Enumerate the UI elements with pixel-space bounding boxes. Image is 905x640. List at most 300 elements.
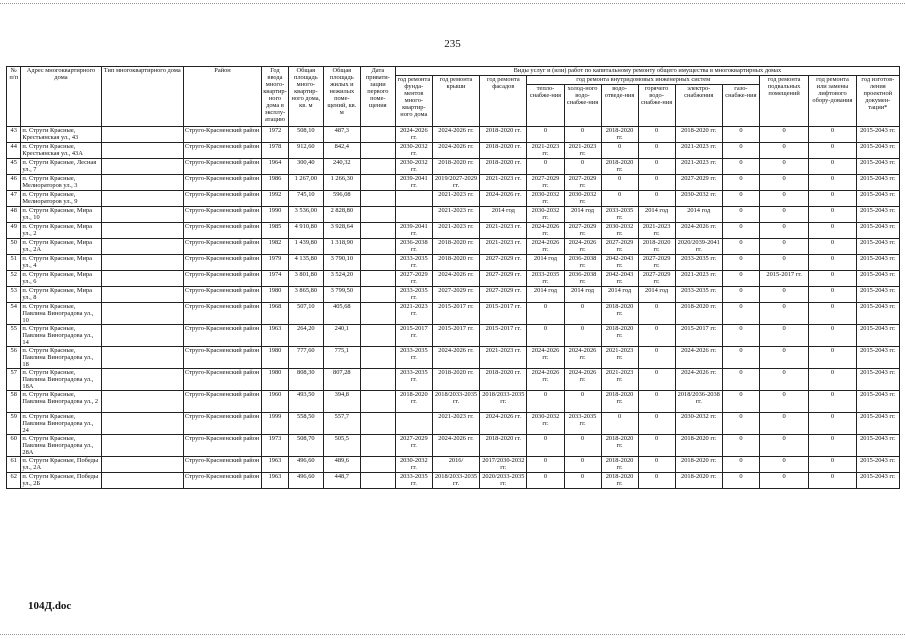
cell-total: 3 865,80 [288, 287, 323, 303]
cell-priv [360, 457, 395, 473]
cell-facade: 2024-2026 гг. [480, 413, 527, 435]
cell-lift: 0 [809, 175, 856, 191]
cell-gas: 0 [722, 207, 759, 223]
cell-n: 50 [7, 239, 21, 255]
footer-doc-name: 104Д.doc [28, 600, 72, 612]
cell-type [101, 271, 183, 287]
cell-priv [360, 127, 395, 143]
cell-addr: п. Струги Красные, Мира ул., 4 [21, 255, 101, 271]
cell-district: Струго-Красненский район [183, 473, 261, 489]
cell-proj: 2015-2043 гг. [856, 473, 899, 489]
cell-heat: 2030-2032 гг. [527, 207, 564, 223]
header-electric: электро-снабжения [675, 85, 722, 127]
cell-found: 2015-2017 гг. [395, 325, 432, 347]
cell-facade: 2027-2029 гг. [480, 271, 527, 287]
cell-gas: 0 [722, 435, 759, 457]
cell-drain: 2014 год [601, 287, 638, 303]
header-num: № п/п [7, 67, 21, 127]
cell-lift: 0 [809, 457, 856, 473]
cell-priv [360, 207, 395, 223]
cell-heat: 2014 год [527, 287, 564, 303]
cell-roof: 2018/2033-2035 гг. [432, 473, 479, 489]
header-district: Район [183, 67, 261, 127]
cell-found: 2030-2032 гг. [395, 457, 432, 473]
cell-gas: 0 [722, 255, 759, 271]
cell-elec: 2024-2026 гг. [675, 347, 722, 369]
header-roof: год ремонта крыши [432, 76, 479, 127]
cell-total: 4 135,80 [288, 255, 323, 271]
cell-heat: 0 [527, 159, 564, 175]
cell-total: 745,10 [288, 191, 323, 207]
cell-addr: п. Струги Красные, Павлина Виноградова ул., 18А [21, 369, 101, 391]
cell-total: 4 910,80 [288, 223, 323, 239]
cell-found: 2021-2023 гг. [395, 303, 432, 325]
cell-base: 0 [759, 473, 808, 489]
cell-found: 2039-2041 гг. [395, 175, 432, 191]
cell-found: 2033-2035 гг. [395, 369, 432, 391]
cell-drain: 2018-2020 гг. [601, 391, 638, 413]
cell-priv [360, 159, 395, 175]
cell-cold: 2027-2029 гг. [564, 223, 601, 239]
cell-priv [360, 473, 395, 489]
cell-addr: п. Струги Красные, Павлина Виноградова ул., 18 [21, 347, 101, 369]
cell-proj: 2015-2043 гг. [856, 271, 899, 287]
cell-gas: 0 [722, 391, 759, 413]
cell-drain: 2018-2020 гг. [601, 303, 638, 325]
cell-type [101, 207, 183, 223]
cell-heat: 0 [527, 127, 564, 143]
header-elevator: год ремонта или замены лифтового обору-дования [809, 76, 856, 127]
table-row [7, 287, 900, 303]
cell-roof: 2018/2033-2035 гг. [432, 391, 479, 413]
cell-cold: 0 [564, 159, 601, 175]
cell-res: 487,3 [323, 127, 360, 143]
cell-year: 1968 [262, 303, 289, 325]
table-row [7, 191, 900, 207]
cell-roof: 2015-2017 гг. [432, 325, 479, 347]
cell-district: Струго-Красненский район [183, 191, 261, 207]
cell-addr: п. Струги Красные, Павлина Виноградова ул., 24 [21, 413, 101, 435]
cell-heat: 2030-2032 гг. [527, 413, 564, 435]
cell-elec: 2018-2020 гг. [675, 127, 722, 143]
cell-heat: 2024-2026 гг. [527, 223, 564, 239]
cell-heat: 2021-2023 гг. [527, 143, 564, 159]
cell-elec: 2018/2036-2038 гг. [675, 391, 722, 413]
cell-res: 2 828,80 [323, 207, 360, 223]
cell-addr: п. Струги Красные, Победы ул., 2А [21, 457, 101, 473]
cell-year: 1990 [262, 207, 289, 223]
cell-lift: 0 [809, 369, 856, 391]
cell-year: 1978 [262, 143, 289, 159]
cell-total: 777,60 [288, 347, 323, 369]
cell-hot: 2027-2029 гг. [638, 255, 675, 271]
cell-cold: 2024-2026 гг. [564, 369, 601, 391]
cell-total: 493,50 [288, 391, 323, 413]
cell-cold: 2036-2038 гг. [564, 255, 601, 271]
cell-res: 240,32 [323, 159, 360, 175]
cell-base: 0 [759, 347, 808, 369]
cell-elec: 2021-2023 гг. [675, 143, 722, 159]
cell-elec: 2024-2026 гг. [675, 369, 722, 391]
table-row [7, 255, 900, 271]
cell-drain: 2018-2020 гг. [601, 159, 638, 175]
cell-roof: 2018-2020 гг. [432, 239, 479, 255]
cell-district: Струго-Красненский район [183, 435, 261, 457]
cell-roof: 2021-2023 гг. [432, 191, 479, 207]
cell-base: 0 [759, 175, 808, 191]
cell-cold: 2014 год [564, 287, 601, 303]
cell-addr: п. Струги Красные, Лесная ул., 7 [21, 159, 101, 175]
cell-n: 47 [7, 191, 21, 207]
table-row [7, 143, 900, 159]
cell-facade: 2027-2029 гг. [480, 255, 527, 271]
cell-district: Струго-Красненский район [183, 303, 261, 325]
cell-res: 489,6 [323, 457, 360, 473]
table-row [7, 473, 900, 489]
cell-addr: п. Струги Красные, Крестьянская ул., 43 [21, 127, 101, 143]
cell-year: 1999 [262, 413, 289, 435]
cell-hot: 2014 год [638, 207, 675, 223]
cell-addr: п. Струги Красные, Павлина Виноградова ул., 28А [21, 435, 101, 457]
cell-priv [360, 239, 395, 255]
cell-proj: 2015-2043 гг. [856, 239, 899, 255]
table-row [7, 435, 900, 457]
cell-found: 2030-2032 гг. [395, 143, 432, 159]
cell-proj: 2015-2043 гг. [856, 127, 899, 143]
cell-hot: 0 [638, 191, 675, 207]
cell-lift: 0 [809, 303, 856, 325]
cell-found: 2033-2035 гг. [395, 255, 432, 271]
table-row [7, 159, 900, 175]
cell-proj: 2015-2043 гг. [856, 303, 899, 325]
cell-roof: 2024-2026 гг. [432, 143, 479, 159]
cell-district: Струго-Красненский район [183, 287, 261, 303]
cell-facade: 2021-2023 гг. [480, 175, 527, 191]
cell-roof: 2024-2026 гг. [432, 347, 479, 369]
cell-heat: 2014 год [527, 255, 564, 271]
cell-year: 1963 [262, 325, 289, 347]
cell-proj: 2015-2043 гг. [856, 207, 899, 223]
cell-addr: п. Струги Красные, Мелиораторов ул., 9 [21, 191, 101, 207]
cell-addr: п. Струги Красные, Крестьянская ул., 43А [21, 143, 101, 159]
cell-priv [360, 287, 395, 303]
cell-base: 0 [759, 369, 808, 391]
cell-res: 3 524,20 [323, 271, 360, 287]
header-cold-water: холод-ного водо-снабже-ния [564, 85, 601, 127]
cell-elec: 2030-2032 гг. [675, 413, 722, 435]
cell-proj: 2015-2043 гг. [856, 287, 899, 303]
cell-n: 53 [7, 287, 21, 303]
cell-base: 0 [759, 159, 808, 175]
cell-hot: 0 [638, 303, 675, 325]
cell-type [101, 175, 183, 191]
cell-addr: п. Струги Красные, Мелиораторов ул., 3 [21, 175, 101, 191]
cell-roof: 2018-2020 гг. [432, 159, 479, 175]
cell-cold: 2033-2035 гг. [564, 413, 601, 435]
cell-found: 2036-2038 гг. [395, 239, 432, 255]
cell-heat: 2033-2035 гг. [527, 271, 564, 287]
header-project-doc: год изготов-ления проектной докумен-тации* [856, 76, 899, 127]
cell-addr: п. Струги Красные, Павлина Виноградова ул., 14 [21, 325, 101, 347]
cell-hot: 2018-2020 гг. [638, 239, 675, 255]
cell-total: 264,20 [288, 325, 323, 347]
cell-n: 45 [7, 159, 21, 175]
cell-drain: 2018-2020 гг. [601, 457, 638, 473]
cell-addr: п. Струги Красные, Мира ул., 2А [21, 239, 101, 255]
cell-proj: 2015-2043 гг. [856, 369, 899, 391]
cell-gas: 0 [722, 271, 759, 287]
table-row [7, 325, 900, 347]
cell-found: 2027-2029 гг. [395, 271, 432, 287]
header-heat: тепло-снабже-ния [527, 85, 564, 127]
cell-n: 51 [7, 255, 21, 271]
cell-roof: 2024-2026 гг. [432, 271, 479, 287]
cell-n: 54 [7, 303, 21, 325]
cell-type [101, 347, 183, 369]
cell-n: 43 [7, 127, 21, 143]
cell-district: Струго-Красненский район [183, 159, 261, 175]
cell-type [101, 191, 183, 207]
cell-drain: 2042-2043 гг. [601, 271, 638, 287]
cell-type [101, 255, 183, 271]
cell-gas: 0 [722, 191, 759, 207]
table-row [7, 175, 900, 191]
cell-cold: 0 [564, 325, 601, 347]
cell-year: 1980 [262, 347, 289, 369]
cell-total: 1 439,80 [288, 239, 323, 255]
cell-proj: 2015-2043 гг. [856, 175, 899, 191]
cell-base: 0 [759, 325, 808, 347]
table-row [7, 127, 900, 143]
cell-total: 300,40 [288, 159, 323, 175]
cell-type [101, 143, 183, 159]
cell-priv [360, 143, 395, 159]
cell-found: 2018-2020 гг. [395, 391, 432, 413]
cell-addr: п. Струги Красные, Мира ул., 8 [21, 287, 101, 303]
table-row [7, 207, 900, 223]
cell-heat: 2030-2032 гг. [527, 191, 564, 207]
cell-year: 1973 [262, 435, 289, 457]
cell-elec: 2015-2017 гг. [675, 325, 722, 347]
cell-roof: 2027-2029 гг. [432, 287, 479, 303]
cell-hot: 0 [638, 391, 675, 413]
cell-district: Струго-Красненский район [183, 223, 261, 239]
cell-base: 0 [759, 255, 808, 271]
cell-total: 496,60 [288, 457, 323, 473]
cell-district: Струго-Красненский район [183, 175, 261, 191]
cell-proj: 2015-2043 гг. [856, 191, 899, 207]
header-services: Виды услуг и (или) работ по капитальному ремонту общего имущества в многоквартирных домах [395, 67, 899, 76]
cell-base: 0 [759, 239, 808, 255]
cell-lift: 0 [809, 435, 856, 457]
header-address: Адрес многоквартирного дома [21, 67, 101, 127]
cell-facade: 2015-2017 гг. [480, 325, 527, 347]
cell-n: 52 [7, 271, 21, 287]
cell-year: 1960 [262, 391, 289, 413]
cell-hot: 0 [638, 347, 675, 369]
cell-elec: 2033-2035 гг. [675, 255, 722, 271]
cell-drain: 2030-2032 гг. [601, 223, 638, 239]
header-systems: год ремонта внутридомовых инженерных систем [527, 76, 759, 85]
cell-addr: п. Струги Красные, Мира ул., 6 [21, 271, 101, 287]
capital-repair-table [6, 66, 900, 489]
cell-base: 0 [759, 143, 808, 159]
cell-total: 508,10 [288, 127, 323, 143]
cell-drain: 2018-2020 гг. [601, 127, 638, 143]
cell-cold: 0 [564, 391, 601, 413]
cell-facade: 2015-2017 гг. [480, 303, 527, 325]
table-row [7, 239, 900, 255]
cell-lift: 0 [809, 413, 856, 435]
cell-elec: 2018-2020 гг. [675, 457, 722, 473]
cell-roof: 2024-2026 гг. [432, 435, 479, 457]
cell-heat: 0 [527, 325, 564, 347]
cell-res: 1 266,30 [323, 175, 360, 191]
cell-priv [360, 175, 395, 191]
header-foundation: год ремонта фунда-ментов много-квартир-ного дома [395, 76, 432, 127]
cell-lift: 0 [809, 271, 856, 287]
header-hot-water: горячего водо-снабже-ния [638, 85, 675, 127]
cell-elec: 2027-2029 гг. [675, 175, 722, 191]
cell-drain: 0 [601, 143, 638, 159]
cell-district: Струго-Красненский район [183, 207, 261, 223]
cell-heat: 2024-2026 гг. [527, 347, 564, 369]
cell-hot: 0 [638, 159, 675, 175]
header-type: Тип многоквартирного дома [101, 67, 183, 127]
cell-addr: п. Струги Красные, Павлина Виноградова ул., 10 [21, 303, 101, 325]
cell-res: 807,28 [323, 369, 360, 391]
cell-priv [360, 347, 395, 369]
cell-year: 1979 [262, 255, 289, 271]
cell-proj: 2015-2043 гг. [856, 457, 899, 473]
table-row [7, 347, 900, 369]
cell-district: Струго-Красненский район [183, 457, 261, 473]
cell-type [101, 127, 183, 143]
cell-priv [360, 369, 395, 391]
cell-found: 2030-2032 гг. [395, 159, 432, 175]
cell-year: 1963 [262, 457, 289, 473]
cell-n: 61 [7, 457, 21, 473]
cell-found [395, 413, 432, 435]
cell-district: Струго-Красненский район [183, 143, 261, 159]
cell-gas: 0 [722, 223, 759, 239]
cell-priv [360, 435, 395, 457]
header-total-area: Общая площадь много-квартир-ного дома, кв. м [288, 67, 323, 127]
cell-cold: 0 [564, 127, 601, 143]
cell-type [101, 435, 183, 457]
cell-drain: 0 [601, 191, 638, 207]
cell-res: 557,7 [323, 413, 360, 435]
cell-type [101, 473, 183, 489]
cell-n: 58 [7, 391, 21, 413]
cell-found [395, 191, 432, 207]
cell-roof: 2021-2023 гг. [432, 223, 479, 239]
table-row [7, 369, 900, 391]
cell-lift: 0 [809, 325, 856, 347]
cell-roof: 2015-2017 гг. [432, 303, 479, 325]
header-res-area: Общая площадь жилых и нежилых поме-щений, кв. м [323, 67, 360, 127]
cell-lift: 0 [809, 143, 856, 159]
cell-drain: 2021-2023 гг. [601, 347, 638, 369]
cell-proj: 2015-2043 гг. [856, 325, 899, 347]
cell-gas: 0 [722, 287, 759, 303]
cell-heat: 0 [527, 457, 564, 473]
cell-base: 0 [759, 207, 808, 223]
cell-drain: 2021-2023 гг. [601, 369, 638, 391]
cell-base: 0 [759, 435, 808, 457]
cell-addr: п. Струги Красные, Победы ул., 2Б [21, 473, 101, 489]
cell-gas: 0 [722, 175, 759, 191]
cell-elec: 2021-2023 гг. [675, 271, 722, 287]
cell-drain: 0 [601, 175, 638, 191]
cell-res: 3 799,50 [323, 287, 360, 303]
cell-district: Струго-Красненский район [183, 271, 261, 287]
cell-elec: 2018-2020 гг. [675, 435, 722, 457]
cell-base: 0 [759, 303, 808, 325]
cell-cold: 0 [564, 303, 601, 325]
cell-proj: 2015-2043 гг. [856, 223, 899, 239]
cell-gas: 0 [722, 369, 759, 391]
cell-drain: 2018-2020 гг. [601, 473, 638, 489]
cell-elec: 2021-2023 гг. [675, 159, 722, 175]
cell-lift: 0 [809, 347, 856, 369]
cell-hot: 2014 год [638, 287, 675, 303]
header-priv-date: Дата привати-зации первого поме-щения [360, 67, 395, 127]
cell-type [101, 223, 183, 239]
cell-year: 1986 [262, 175, 289, 191]
cell-roof: 2021-2023 гг. [432, 413, 479, 435]
cell-facade: 2024-2026 гг. [480, 191, 527, 207]
cell-res: 505,5 [323, 435, 360, 457]
cell-found: 2039-2041 гг. [395, 223, 432, 239]
cell-lift: 0 [809, 191, 856, 207]
cell-base: 0 [759, 127, 808, 143]
cell-district: Струго-Красненский район [183, 413, 261, 435]
cell-proj: 2015-2043 гг. [856, 391, 899, 413]
cell-priv [360, 391, 395, 413]
cell-total: 912,60 [288, 143, 323, 159]
cell-cold: 0 [564, 435, 601, 457]
cell-type [101, 287, 183, 303]
cell-elec: 2014 год [675, 207, 722, 223]
cell-priv [360, 325, 395, 347]
cell-facade: 2027-2029 гг. [480, 287, 527, 303]
cell-type [101, 369, 183, 391]
cell-district: Струго-Красненский район [183, 347, 261, 369]
cell-heat: 0 [527, 303, 564, 325]
cell-hot: 0 [638, 435, 675, 457]
cell-roof: 2016/ [432, 457, 479, 473]
cell-heat: 2024-2026 гг. [527, 239, 564, 255]
cell-drain: 2027-2029 гг. [601, 239, 638, 255]
cell-year: 1974 [262, 271, 289, 287]
cell-addr: п. Струги Красные, Мира ул., 10 [21, 207, 101, 223]
cell-res: 842,4 [323, 143, 360, 159]
cell-roof: 2021-2023 гг. [432, 207, 479, 223]
cell-drain: 2033-2035 гг. [601, 207, 638, 223]
cell-elec: 2024-2026 гг. [675, 223, 722, 239]
cell-base: 0 [759, 391, 808, 413]
cell-facade: 2018-2020 гг. [480, 369, 527, 391]
cell-lift: 0 [809, 159, 856, 175]
cell-found: 2033-2035 гг. [395, 287, 432, 303]
cell-district: Струго-Красненский район [183, 325, 261, 347]
cell-total: 1 267,00 [288, 175, 323, 191]
cell-hot: 0 [638, 457, 675, 473]
cell-proj: 2015-2043 гг. [856, 347, 899, 369]
cell-res: 775,1 [323, 347, 360, 369]
cell-n: 46 [7, 175, 21, 191]
